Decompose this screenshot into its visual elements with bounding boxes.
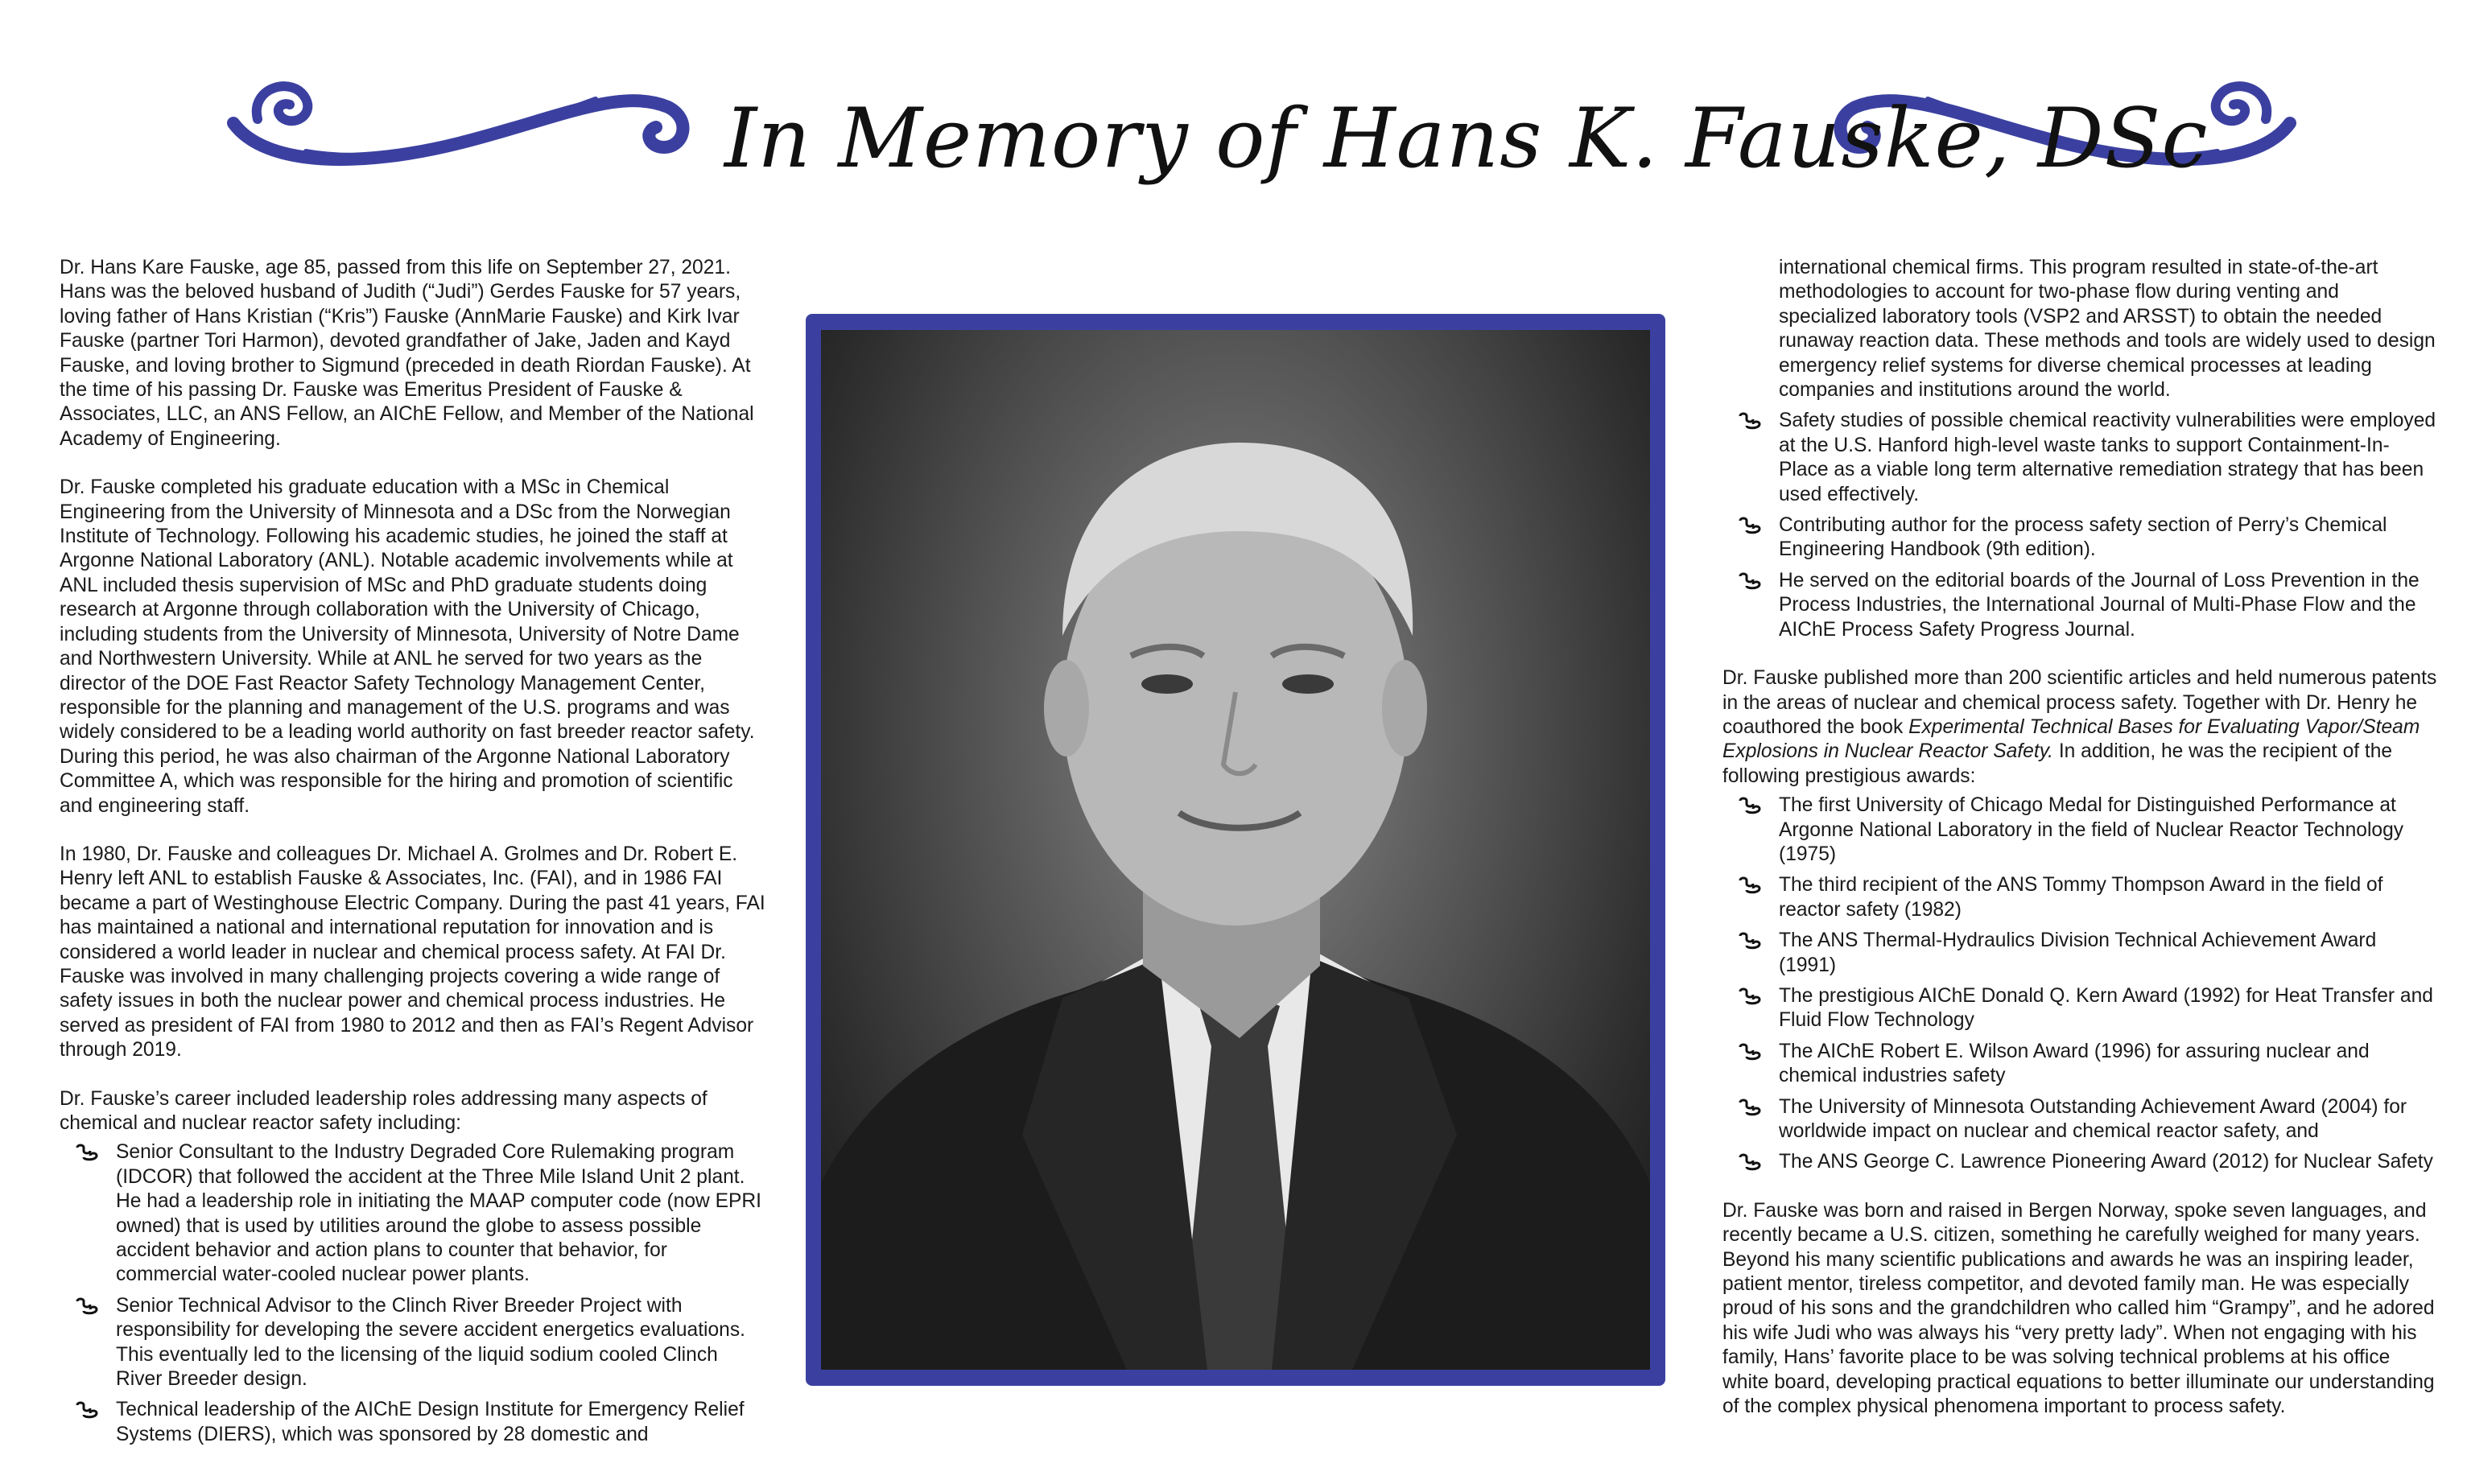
link-bullet-icon [1737,516,1763,535]
list-item [1722,873,2439,922]
career-bullet-list [60,1140,768,1447]
link-bullet-icon [1737,1152,1763,1172]
memorial-title: In Memory of Hans K. Fauske, DSc [724,91,2209,187]
list-item [60,1398,768,1447]
portrait-illustration [821,330,1650,1370]
link-bullet-icon [1737,987,1763,1006]
bio-paragraph-education: Dr. Fauske completed his graduate education with a MSc in Chemical Engineering from the University of Minnesota and a DSc from the Norwegian Institute of Technology. Following his academic studies, he joined the staff at Argonne National Laboratory (ANL). Notable academic involvements while at ANL included thesis supervision of MSc and PhD graduate students doing research at Argonne through collaboration with the University of Chicago, including students from the University of Minnesota, University of Notre Dame and Northwestern University. While at ANL he served for two years as the director of the DOE Fast Reactor Safety Technology Management Center, responsible for the planning and management of the U.S. programs and was widely considered to be a leading world authority on fast breeder reactor safety. During this period, he was also chairman of the Argonne National Laboratory Committee A, which was responsible for the hiring and promotion of scientific and engineering staff. [60,476,755,817]
list-item [1722,1095,2439,1144]
closing-paragraph: Dr. Fauske was born and raised in Bergen Norway, spoke seven languages, and recently became a U.S. citizen, something he carefully weighed for many years. Beyond his many scientific publications and awards he was an inspiring leader, patient mentor, tireless competitor, and devoted family man. He was especially proud of his sons and the grandchildren who called him “Grampy”, and he adored his wife Judi who was always his “very pretty lady”. When not engaging with his family, Hans’ favorite place to be was solving technical problems at his office white board, developing practical equations to better illuminate our understanding of the complex physical phenomena important to process safety. [1722,1199,2435,1418]
award-text: The University of Minnesota Outstanding Achievement Award (2004) for worldwide impact on nuclear and chemical reactor safety, and [1779,1095,2407,1142]
link-bullet-icon [1737,571,1763,591]
career-bullet-text: Senior Consultant to the Industry Degraded Core Rulemaking program (IDCOR) that followed the accident at the Three Mile Island Unit 2 plant. He had a leadership role in initiating the MAAP computer code (now EPRI owned) that is used by utilities around the globe to assess possible accident behavior and action plans to counter that behavior, for commercial water-cooled nuclear power plants. [116,1141,762,1286]
list-item [1722,513,2439,563]
award-text: The first University of Chicago Medal for Distinguished Performance at Argonne National Laboratory in the field of Nuclear Reactor Technology (1975) [1779,794,2404,865]
list-item [1722,409,2439,507]
link-bullet-icon [1737,411,1763,431]
link-bullet-icon [74,1400,100,1420]
safety-bullet-text: He served on the editorial boards of the Journal of Loss Prevention in the Process Industries, the International Journal of Multi-Phase Flow and the AIChE Process Safety Progress Journal. [1779,569,2420,641]
career-bullet-text: Technical leadership of the AIChE Design Institute for Emergency Relief Systems (DIERS), which was sponsored by 28 domestic and [116,1399,745,1445]
left-flourish-ornament [217,63,700,171]
link-bullet-icon [74,1143,100,1162]
publications-text-after: In addition, he was the recipient of the following prestigious awards: [1722,740,2393,787]
awards-list [1722,794,2439,1175]
portrait-photo [821,330,1650,1370]
list-item [60,1294,768,1392]
bio-paragraph-fai: In 1980, Dr. Fauske and colleagues Dr. Michael A. Grolmes and Dr. Robert E. Henry left ANL to establish Fauske & Associates, Inc. (FAI), and in 1986 FAI became a part of Westinghouse Electric Company. During the past 41 years, FAI has maintained a national and international reputation for innovation and is considered a world leader in nuclear and chemical process safety. At FAI Dr. Fauske was involved in many challenging projects covering a wide range of safety issues in both the nuclear power and chemical process industries. He served as president of FAI from 1980 to 2012 and then as FAI’s Regent Advisor through 2019. [60,843,765,1061]
list-item [1722,1150,2439,1174]
link-bullet-icon [1737,796,1763,815]
award-text: The third recipient of the ANS Tommy Thompson Award in the field of reactor safety (1982) [1779,874,2383,921]
safety-bullet-list [1722,409,2439,642]
publications-text: Dr. Fauske published more than 200 scientific articles and held numerous patents in the areas of nuclear and chemical process safety. Together with Dr. Henry he coauthored the book [1722,667,2437,738]
link-bullet-icon [1737,931,1763,950]
safety-bullet-text: Contributing author for the process safety section of Perry’s Chemical Engineering Handbook (9th edition). [1779,514,2387,561]
safety-bullet-text: Safety studies of possible chemical reactivity vulnerabilities were employed at the U.S. Hanford high-level waste tanks to support Containment-In-Place as a viable long term alternative remediation strategy that has been used effectively. [1779,410,2436,505]
link-bullet-icon [74,1296,100,1316]
bio-paragraph-career-intro: Dr. Fauske’s career included leadership roles addressing many aspects of chemical and nuclear reactor safety including: [60,1087,708,1134]
left-text-column [60,256,768,1471]
list-item [1722,984,2439,1033]
list-item [1722,929,2439,978]
list-item [1722,569,2439,642]
publications-paragraph [1722,666,2439,789]
award-text: The AIChE Robert E. Wilson Award (1996) for assuring nuclear and chemical industries safety [1779,1040,2370,1087]
list-item [1722,1040,2439,1089]
award-text: The ANS George C. Lawrence Pioneering Award (2012) for Nuclear Safety [1779,1151,2433,1173]
link-bullet-icon [1737,1042,1763,1061]
list-item [1722,794,2439,867]
award-text: The prestigious AIChE Donald Q. Kern Award (1992) for Heat Transfer and Fluid Flow Technology [1779,984,2433,1032]
link-bullet-icon [1737,1098,1763,1117]
career-bullet-text: Senior Technical Advisor to the Clinch River Breeder Project with responsibility for developing the severe accident energetics evaluations. This eventually led to the licensing of the liquid sodium cooled Clinch River Breeder design. [116,1294,745,1391]
link-bullet-icon [1737,876,1763,895]
book-title: Experimental Technical Bases for Evaluating Vapor/Steam Explosions in Nuclear Reactor Safety. [1722,715,2420,763]
right-text-column [1722,256,2439,1443]
award-text: The ANS Thermal-Hydraulics Division Technical Achievement Award (1991) [1779,930,2377,976]
list-item [60,1140,768,1287]
bio-paragraph-family: Dr. Hans Kare Fauske, age 85, passed from this life on September 27, 2021. Hans was the beloved husband of Judith (“Judi”) Gerdes Fauske for 57 years, loving father of Hans Kristian (“Kris”) Fauske (AnnMarie Fauske) and Kirk Ivar Fauske (partner Tori Harmon), devoted grandfather of Jake, Jaden and Kayd Fauske, and loving brother to Sigmund (preceded in death Riordan Fauske). At the time of his passing Dr. Fauske was Emeritus President of Fauske & Associates, LLC, an ANS Fellow, an AIChE Fellow, and Member of the National Academy of Engineering. [60,257,754,450]
diers-bullet-continuation: international chemical firms. This program resulted in state-of-the-art methodologies to account for two-phase flow during venting and specialized laboratory tools (VSP2 and ARSST) to obtain the needed runaway reaction data. These methods and tools are widely used to design emergency relief systems for diverse chemical processes at leading companies and institutions around the world. [1779,257,2436,402]
